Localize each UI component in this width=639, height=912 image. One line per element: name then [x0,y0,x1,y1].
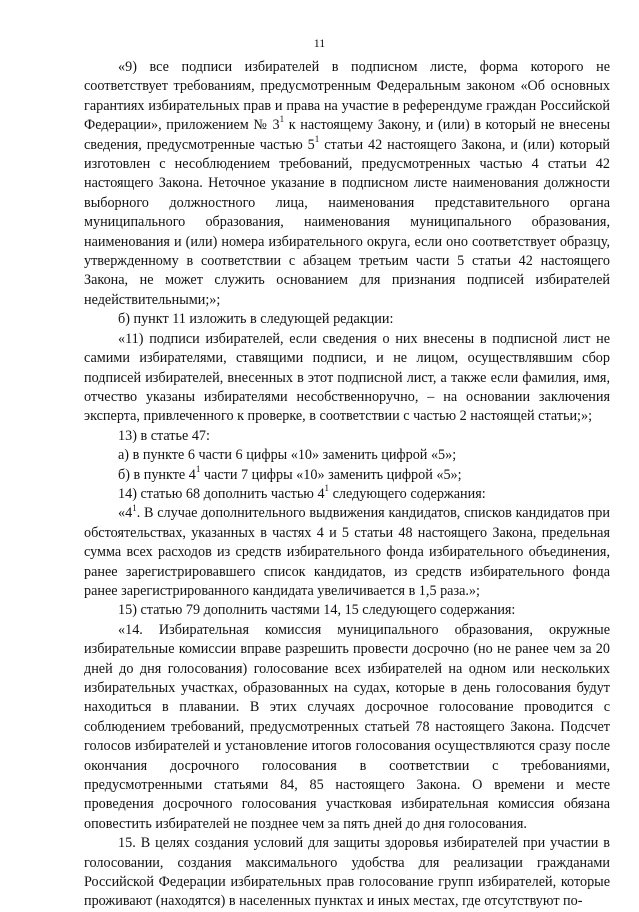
text-run: «4 [118,505,133,522]
paragraph [84,463,610,485]
superscript: 1 [314,133,320,144]
text-run: б) в пункте 4 [118,466,196,483]
text-run: 14) статью 68 дополнить частью 4 [118,485,325,502]
paragraph [84,427,610,446]
text-run: 15. В целях создания условий для защиты здоровья избирателей при участии в голосовании, создания максимального удобства для реализации гражданами Российской Федерации избирательных прав голосование групп избирателей, которые проживают (находятся) в населенных пунктах и иных местах, где отсутствуют по- [84,835,610,910]
text-run: к настоящему Закону, и (или) в который не внесены сведения, предусмотренные частью 5 [84,117,610,153]
text-run: б) пункт 11 изложить в следующей редакции: [118,311,394,328]
superscript: 1 [279,114,285,125]
paragraph [84,601,610,620]
text-run: «14. Избирательная комиссия муниципального образования, окружные избирательные комиссии вправе разрешить провести досрочно (но не ранее чем за 20 дней до дня голосования) голосование всех избирателей на одном или нескольких избирательных участках, образованных на судах, которые в день голосования будут находиться в плавании. В этих случаях досрочное голосование проводится с соблюдением требований, предусмотренных статьей 78 настоящего Закона. Подсчет голосов избирателей и установление итогов голосования осуществляются сразу после окончания досрочного голосования в соответствии с требованиями, предусмотренными статьями 84, 85 настоящего Закона. О времени и месте проведения досрочного голосования участковая избирательная комиссия обязана оповестить избирателей не позднее чем за пять дней до дня голосования. [84,621,610,832]
text-run: «9) все подписи избирателей в подписном листе, форма которого не соответствует требованиям, предусмотренным Федеральным законом «Об основных гарантиях избирательных прав и права на участие в референдуме граждан Российской Федерации», приложением № 3 [84,59,610,134]
page-number: 11 [313,36,326,50]
superscript: 1 [132,502,137,513]
paragraph [84,446,610,465]
superscript: 1 [324,483,330,494]
paragraph [84,504,610,601]
paragraph [84,310,610,329]
text-run: . В случае дополнительного выдвижения кандидатов, списков кандидатов при обстоятельствах, указанных в частях 4 и 5 статьи 48 настоящего Закона, предельная сумма всех расходов из средств избирательного фонда избирательного объединения, ранее зарегистрировавшего список кандидатов, из средств избирательного фонда ранее зарегистрированного кандидата увеличивается в 1,5 раза.»; [84,505,610,599]
text-run: следующего содержания: [329,485,486,502]
superscript: 1 [195,463,201,474]
text-run: 13) в статье 47: [118,427,210,444]
paragraph [84,485,610,504]
text-run: «11) подписи избирателей, если сведения о них внесены в подписной лист не самими избирателями, ставящими подписи, и не лицом, осуществлявшим сбор подписей избирателей, внесенных в этот подписной лист, а также если фамилия, имя, отчество указаны избирателями несобственноручно, – на основании заключения эксперта, привлеченного к проверке, в соответствии с частью 2 настоящей статьи;»; [84,330,610,425]
document-body [84,58,610,912]
paragraph [84,621,610,834]
paragraph [84,58,610,310]
text-run: а) в пункте 6 части 6 цифры «10» заменить цифрой «5»; [118,447,457,464]
paragraph [84,834,610,912]
text-run: 15) статью 79 дополнить частями 14, 15 следующего содержания: [118,602,516,619]
paragraph [84,330,610,427]
text-run: части 7 цифры «10» заменить цифрой «5»; [200,466,462,483]
text-run: статьи 42 настоящего Закона, и (или) который изготовлен с несоблюдением требований, предусмотренных частью 4 статьи 42 настоящего Закона. Неточное указание в подписном листе наименования должности выборного должностного лица, наименования представительного органа муниципального образования, наименования муниципального образования, наименования и (или) номера избирательного округа, если оно соответствует образцу, утвержденному в соответствии с абзацем третьим части 5 статьи 42 настоящего Закона, не может служить основанием для признания подписей избирателей недействительными;»; [84,136,610,308]
